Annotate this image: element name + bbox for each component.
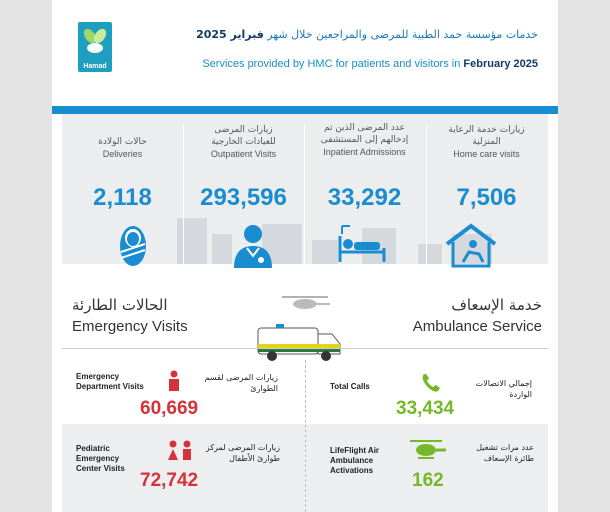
- stat-label-en: Inpatient Admissions: [323, 147, 406, 157]
- header-title-ar-prefix: خدمات مؤسسة حمد الطبية للمرضى والمراجعين خلال شهر: [267, 28, 538, 41]
- stat-label-ar: زيارات خدمة الرعاية المنزلية: [448, 125, 525, 147]
- stat-deliveries: [62, 122, 183, 211]
- swaddled-baby-icon: [110, 222, 156, 268]
- doctor-icon: [228, 222, 278, 268]
- ambulance-title-ar: خدمة الإسعاف: [451, 296, 542, 314]
- stat-outpatient: [183, 122, 304, 211]
- total-calls-label-ar: إجمالي الاتصالات الواردة: [475, 379, 532, 399]
- ambulance-title-en: Ambulance Service: [412, 318, 542, 335]
- home-care-icon: [443, 222, 499, 268]
- header-title-arabic: [196, 28, 538, 41]
- stat-inpatient: [304, 122, 425, 211]
- stat-label-ar: حالات الولادة: [98, 137, 147, 147]
- stat-label-ar: عدد المرضى الذين تم إدخالهم إلى المستشفى: [320, 123, 409, 145]
- total-calls-label-en: Total Calls: [330, 382, 370, 391]
- stat-label-en: Deliveries: [102, 149, 143, 159]
- ed-visits-label-ar: زيارات المرضى لقسم الطوارئ: [204, 373, 278, 393]
- hamad-logo: [78, 22, 112, 72]
- children-icon: [166, 440, 194, 462]
- patient-icon: [166, 370, 182, 392]
- stat-value: 33,292: [327, 184, 402, 211]
- lifeflight-value: 162: [412, 470, 444, 491]
- helicopter-icon: [278, 294, 332, 312]
- header-title-en-month: February 2025: [463, 58, 538, 70]
- ed-visits-label-en: Emergency Department Visits: [76, 372, 144, 391]
- total-calls-value: 33,434: [396, 398, 455, 419]
- header-title-ar-month: فبراير 2025: [196, 28, 264, 41]
- stat-homecare: [426, 122, 547, 211]
- header-title-en-prefix: Services provided by HMC for patients and visitors in: [202, 58, 461, 70]
- divider: [304, 124, 305, 264]
- logo-label: Hamad: [83, 63, 107, 70]
- divider: [426, 124, 427, 264]
- pec-visits-label-en: Pediatric Emergency Center Visits: [76, 444, 125, 473]
- section-divider: [62, 348, 548, 349]
- lifeflight-label-en: LifeFlight Air Ambulance Activations: [330, 446, 380, 475]
- stat-label-en: Outpatient Visits: [210, 149, 277, 159]
- leaf-icon: [78, 22, 112, 60]
- stat-value: 293,596: [200, 184, 287, 211]
- ambulance-icon: [256, 322, 344, 362]
- stat-label-ar: زيارات المرضى للعيادات الخارجية: [211, 125, 276, 147]
- lifeflight-label-ar: عدد مرات تشغيل طائرة الإسعاف: [476, 443, 534, 463]
- emergency-title-en: Emergency Visits: [72, 318, 188, 335]
- phone-icon: [420, 372, 442, 394]
- hospital-bed-icon: [334, 222, 390, 268]
- stat-label-en: Home care visits: [453, 149, 520, 159]
- header-divider: [52, 106, 558, 114]
- pec-visits-label-ar: زيارات المرضى لمركز طوارئ الأطفال: [205, 443, 280, 463]
- header-title-english: [202, 58, 538, 70]
- ed-visits-value: 60,669: [140, 398, 199, 419]
- air-ambulance-icon: [408, 438, 448, 460]
- pec-visits-value: 72,742: [140, 470, 199, 491]
- emergency-title-ar: الحالات الطارئة: [72, 296, 168, 314]
- stat-value: 2,118: [93, 184, 152, 211]
- divider: [183, 124, 184, 264]
- ambulance-section-header: [392, 296, 542, 335]
- stat-value: 7,506: [456, 184, 517, 211]
